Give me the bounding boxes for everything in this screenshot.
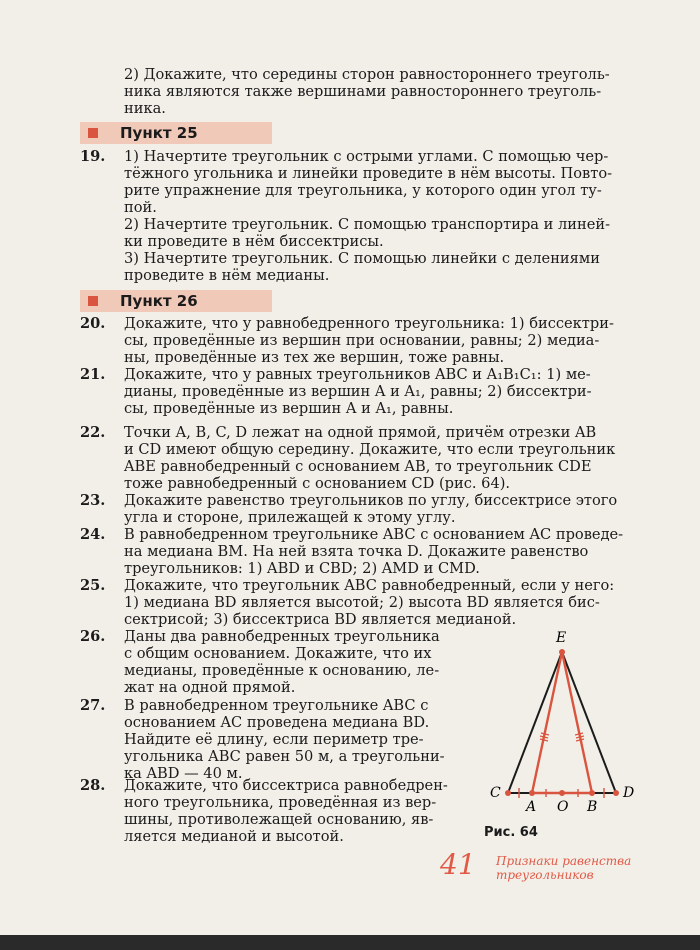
point-b <box>589 790 595 796</box>
label-e: E <box>556 630 567 646</box>
point-e <box>559 649 565 655</box>
label-o: O <box>557 799 569 815</box>
exercise-28-number: 28. <box>80 777 106 794</box>
exercise-28-text: Докажите, что биссектриса равнобедрен- ного треугольника, проведённая из вер- шины, противолежащей основанию, яв- ляется медианой и высотой. <box>124 777 448 845</box>
intro-text: 2) Докажите, что середины сторон равностороннего треуголь- ника являются также вершинами равностороннего треуголь- ника. <box>124 66 610 117</box>
exercise-20-text: Докажите, что у равнобедренного треугольника: 1) биссектри- сы, проведённые из вершин при основании, равны; 2) медиа- ны, проведённые из тех же вершин, тоже равны. <box>124 315 614 366</box>
point-d <box>613 790 619 796</box>
tick-marks-ea <box>540 733 549 741</box>
exercise-26-text: Даны два равнобедренных треугольника с общим основанием. Докажите, что их медианы, проведённые к основанию, ле- жат на одной прямой. <box>124 628 440 696</box>
side-eb <box>562 652 592 793</box>
side-ea <box>532 652 562 793</box>
exercise-25-text: Докажите, что треугольник ABC равнобедренный, если у него: 1) медиана BD является высотой; 2) высота BD является бис- сектрисой; 3) биссектриса BD является медианой. <box>124 577 615 628</box>
label-a: A <box>526 799 537 815</box>
exercise-24-text: В равнобедренном треугольнике ABC с основанием AC проведе- на медиана BM. На ней взята точка D. Докажите равенство треугольников: 1) ABD и CBD; 2) AMD и CMD. <box>124 526 624 577</box>
exercise-22-text: Точки A, B, C, D лежат на одной прямой, причём отрезки AB и CD имеют общую середину. Докажите, что если треугольник ABE равнобедренный с основанием AB, то треугольник CDE тоже равнобедренный с основанием CD (рис. 64). <box>124 424 616 492</box>
point-o <box>559 790 565 796</box>
exercise-24-number: 24. <box>80 526 106 543</box>
point-c <box>505 790 511 796</box>
exercise-27-number: 27. <box>80 697 106 714</box>
page-bottom-edge <box>0 935 700 950</box>
side-ed <box>562 652 616 793</box>
section-marker-icon <box>88 296 98 306</box>
exercise-21-text: Докажите, что у равных треугольников ABC и A₁B₁C₁: 1) ме- дианы, проведённые из вершин A и A₁, равны; 2) биссектри- сы, проведённые из вершин A и A₁, равны. <box>124 366 592 417</box>
exercise-23-text: Докажите равенство треугольников по углу, биссектрисе этого угла и стороне, прилежащей к этому углу. <box>124 492 618 526</box>
running-title: Признаки равенства треугольников <box>496 854 632 882</box>
exercise-19-number: 19. <box>80 148 106 165</box>
exercise-20-number: 20. <box>80 315 106 332</box>
exercise-26-number: 26. <box>80 628 106 645</box>
exercise-19-text: 1) Начертите треугольник с острыми углами. С помощью чер- тёжного угольника и линейки проведите в нём высоты. Повто- рите упражнение для треугольника, у которого один угол ту- пой. 2) Начертите треугольник. С помощью транспортира и линей- ки проведите в нём биссектрисы. 3) Начертите треугольник. С помощью линейки с делениями проведите в нём медианы. <box>124 148 613 284</box>
exercise-21-number: 21. <box>80 366 106 383</box>
tick-marks-eb <box>575 733 584 741</box>
exercise-22-number: 22. <box>80 424 106 441</box>
side-ec <box>508 652 562 793</box>
label-b: B <box>587 799 598 815</box>
point-a <box>529 790 535 796</box>
label-d: D <box>623 785 635 801</box>
exercise-23-number: 23. <box>80 492 106 509</box>
page-number: 41 <box>440 848 476 881</box>
section-header-25: Пункт 25 <box>80 122 272 144</box>
section-header-26: Пункт 26 <box>80 290 272 312</box>
section-marker-icon <box>88 128 98 138</box>
label-c: C <box>490 785 501 801</box>
exercise-25-number: 25. <box>80 577 106 594</box>
figure-caption: Рис. 64 <box>484 825 538 840</box>
exercise-27-text: В равнобедренном треугольнике ABC с основанием AC проведена медиана BD. Найдите её длину, если периметр тре- угольника ABC равен 50 м, а треугольни- ка ABD — 40 м. <box>124 697 445 782</box>
figure-64-diagram <box>486 625 656 825</box>
